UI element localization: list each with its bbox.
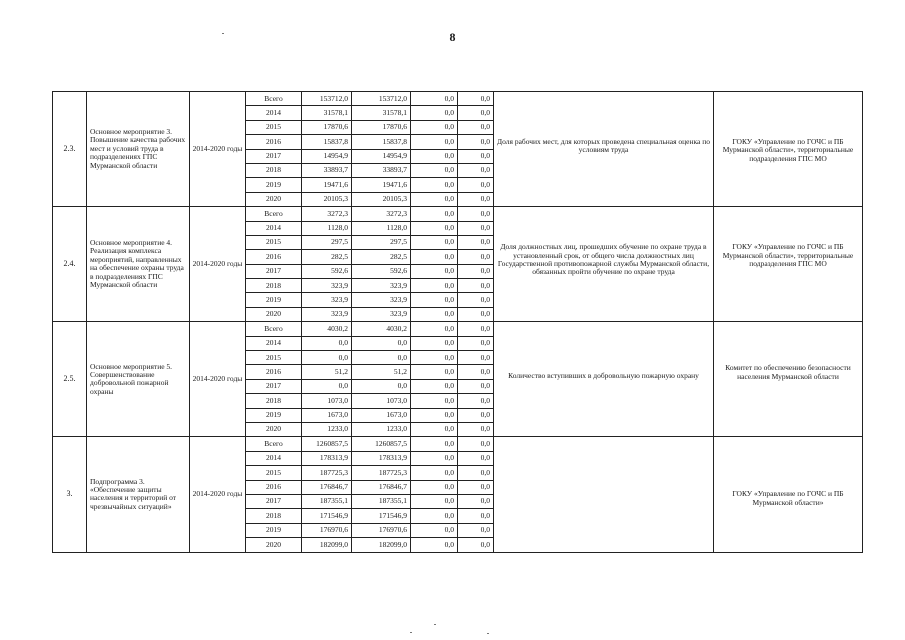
- amount-federal-cell: 0,0: [411, 322, 458, 336]
- year-cell: 2020: [246, 538, 302, 552]
- amount-other-cell: 0,0: [458, 322, 494, 336]
- amount-regional-cell: 31578,1: [352, 106, 411, 120]
- year-cell: 2020: [246, 192, 302, 206]
- amount-total-cell: 178313,9: [302, 451, 352, 465]
- year-cell: 2017: [246, 264, 302, 278]
- amount-regional-cell: 14954,9: [352, 149, 411, 163]
- amount-federal-cell: 0,0: [411, 523, 458, 537]
- section-executor: ГОКУ «Управление по ГОЧС и ПБ Мурманской области»: [714, 437, 863, 552]
- year-cell: 2019: [246, 523, 302, 537]
- amount-other-cell: 0,0: [458, 523, 494, 537]
- amount-other-cell: 0,0: [458, 106, 494, 120]
- amount-other-cell: 0,0: [458, 394, 494, 408]
- year-cell: 2017: [246, 494, 302, 508]
- section-code: 2.3.: [53, 92, 87, 207]
- amount-federal-cell: 0,0: [411, 293, 458, 307]
- amount-regional-cell: 592,6: [352, 264, 411, 278]
- table-row: [53, 92, 863, 106]
- amount-other-cell: 0,0: [458, 336, 494, 350]
- amount-other-cell: 0,0: [458, 408, 494, 422]
- amount-other-cell: 0,0: [458, 451, 494, 465]
- amount-total-cell: 176970,6: [302, 523, 352, 537]
- amount-total-cell: 4030,2: [302, 322, 352, 336]
- amount-other-cell: 0,0: [458, 264, 494, 278]
- scan-artifact: [222, 33, 224, 34]
- table-row: [53, 322, 863, 336]
- page-number: 8: [449, 30, 456, 44]
- amount-regional-cell: 3272,3: [352, 207, 411, 221]
- amount-federal-cell: 0,0: [411, 538, 458, 552]
- section-code: 3.: [53, 437, 87, 552]
- year-cell: 2019: [246, 408, 302, 422]
- amount-total-cell: 33893,7: [302, 163, 352, 177]
- table-body: [53, 92, 863, 553]
- amount-federal-cell: 0,0: [411, 307, 458, 321]
- section-indicator: Количество вступивших в добровольную пожарную охрану: [494, 322, 714, 437]
- amount-total-cell: 323,9: [302, 293, 352, 307]
- amount-total-cell: 187355,1: [302, 494, 352, 508]
- amount-other-cell: 0,0: [458, 379, 494, 393]
- amount-federal-cell: 0,0: [411, 221, 458, 235]
- amount-regional-cell: 51,2: [352, 365, 411, 379]
- amount-regional-cell: 187725,3: [352, 466, 411, 480]
- section-executor: ГОКУ «Управление по ГОЧС и ПБ Мурманской области», территориальные подразделения ГПС МО: [714, 92, 863, 207]
- amount-other-cell: 0,0: [458, 437, 494, 451]
- year-cell: 2018: [246, 394, 302, 408]
- amount-federal-cell: 0,0: [411, 422, 458, 436]
- scan-artifact: [434, 624, 436, 625]
- year-cell: 2020: [246, 307, 302, 321]
- amount-regional-cell: 1128,0: [352, 221, 411, 235]
- section-indicator: [494, 437, 714, 552]
- section-executor: ГОКУ «Управление по ГОЧС и ПБ Мурманской области», территориальные подразделения ГПС МО: [714, 207, 863, 322]
- amount-regional-cell: 323,9: [352, 293, 411, 307]
- amount-federal-cell: 0,0: [411, 365, 458, 379]
- section-period: 2014-2020 годы: [190, 437, 246, 552]
- amount-federal-cell: 0,0: [411, 135, 458, 149]
- amount-regional-cell: 15837,8: [352, 135, 411, 149]
- amount-regional-cell: 171546,9: [352, 509, 411, 523]
- section-period: 2014-2020 годы: [190, 322, 246, 437]
- amount-total-cell: 20105,3: [302, 192, 352, 206]
- year-cell: 2018: [246, 163, 302, 177]
- amount-other-cell: 0,0: [458, 509, 494, 523]
- amount-total-cell: 0,0: [302, 351, 352, 365]
- year-cell: Всего: [246, 92, 302, 106]
- amount-regional-cell: 282,5: [352, 250, 411, 264]
- amount-total-cell: 282,5: [302, 250, 352, 264]
- section-name: Основное мероприятие 4. Реализация комплекса мероприятий, направленных на обеспечение охраны труда в подразделениях ГПС Мурманской области: [87, 207, 190, 322]
- amount-federal-cell: 0,0: [411, 451, 458, 465]
- amount-federal-cell: 0,0: [411, 106, 458, 120]
- year-cell: 2016: [246, 480, 302, 494]
- amount-total-cell: 0,0: [302, 379, 352, 393]
- section-executor: Комитет по обеспечению безопасности населения Мурманской области: [714, 322, 863, 437]
- amount-total-cell: 323,9: [302, 279, 352, 293]
- amount-regional-cell: 323,9: [352, 307, 411, 321]
- year-cell: 2020: [246, 422, 302, 436]
- amount-total-cell: 19471,6: [302, 178, 352, 192]
- section-name: Основное мероприятие 5. Совершенствование добровольной пожарной охраны: [87, 322, 190, 437]
- scan-artifact: [410, 632, 412, 633]
- amount-other-cell: 0,0: [458, 120, 494, 134]
- amount-regional-cell: 176970,6: [352, 523, 411, 537]
- amount-other-cell: 0,0: [458, 207, 494, 221]
- section-indicator: Доля рабочих мест, для которых проведена специальная оценка по условиям труда: [494, 92, 714, 207]
- amount-regional-cell: 1073,0: [352, 394, 411, 408]
- amount-federal-cell: 0,0: [411, 379, 458, 393]
- amount-regional-cell: 297,5: [352, 235, 411, 249]
- year-cell: 2016: [246, 135, 302, 149]
- amount-federal-cell: 0,0: [411, 408, 458, 422]
- amount-federal-cell: 0,0: [411, 235, 458, 249]
- year-cell: Всего: [246, 207, 302, 221]
- amount-federal-cell: 0,0: [411, 149, 458, 163]
- amount-federal-cell: 0,0: [411, 394, 458, 408]
- amount-total-cell: 1233,0: [302, 422, 352, 436]
- amount-regional-cell: 178313,9: [352, 451, 411, 465]
- amount-regional-cell: 1233,0: [352, 422, 411, 436]
- section-period: 2014-2020 годы: [190, 92, 246, 207]
- amount-regional-cell: 0,0: [352, 379, 411, 393]
- amount-total-cell: 297,5: [302, 235, 352, 249]
- amount-federal-cell: 0,0: [411, 192, 458, 206]
- amount-other-cell: 0,0: [458, 466, 494, 480]
- amount-federal-cell: 0,0: [411, 494, 458, 508]
- amount-total-cell: 15837,8: [302, 135, 352, 149]
- amount-regional-cell: 0,0: [352, 336, 411, 350]
- amount-other-cell: 0,0: [458, 494, 494, 508]
- amount-federal-cell: 0,0: [411, 351, 458, 365]
- amount-regional-cell: 182099,0: [352, 538, 411, 552]
- amount-total-cell: 182099,0: [302, 538, 352, 552]
- year-cell: 2017: [246, 379, 302, 393]
- amount-other-cell: 0,0: [458, 307, 494, 321]
- amount-regional-cell: 323,9: [352, 279, 411, 293]
- amount-regional-cell: 176846,7: [352, 480, 411, 494]
- year-cell: Всего: [246, 437, 302, 451]
- amount-other-cell: 0,0: [458, 538, 494, 552]
- amount-total-cell: 14954,9: [302, 149, 352, 163]
- year-cell: 2014: [246, 106, 302, 120]
- section-indicator: Доля должностных лиц, прошедших обучение по охране труда в установленный срок, от общего числа должностных лиц Государственной противопожарной службы Мурманской области, обязанных пройти обучение по охране труда: [494, 207, 714, 322]
- table-row: [53, 437, 863, 451]
- amount-other-cell: 0,0: [458, 178, 494, 192]
- section-code: 2.5.: [53, 322, 87, 437]
- amount-total-cell: 3272,3: [302, 207, 352, 221]
- amount-total-cell: 1260857,5: [302, 437, 352, 451]
- amount-regional-cell: 4030,2: [352, 322, 411, 336]
- year-cell: 2019: [246, 178, 302, 192]
- amount-total-cell: 592,6: [302, 264, 352, 278]
- year-cell: 2014: [246, 336, 302, 350]
- section-name: Основное мероприятие 3. Повышение качества рабочих мест и условий труда в подразделениях ГПС Мурманской области: [87, 92, 190, 207]
- amount-federal-cell: 0,0: [411, 480, 458, 494]
- amount-federal-cell: 0,0: [411, 264, 458, 278]
- amount-regional-cell: 17870,6: [352, 120, 411, 134]
- year-cell: 2019: [246, 293, 302, 307]
- amount-regional-cell: 1260857,5: [352, 437, 411, 451]
- amount-regional-cell: 0,0: [352, 351, 411, 365]
- amount-other-cell: 0,0: [458, 279, 494, 293]
- amount-federal-cell: 0,0: [411, 336, 458, 350]
- year-cell: 2015: [246, 466, 302, 480]
- amount-total-cell: 31578,1: [302, 106, 352, 120]
- amount-total-cell: 187725,3: [302, 466, 352, 480]
- amount-other-cell: 0,0: [458, 422, 494, 436]
- amount-total-cell: 176846,7: [302, 480, 352, 494]
- year-cell: 2018: [246, 279, 302, 293]
- amount-regional-cell: 153712,0: [352, 92, 411, 106]
- section-name: Подпрограмма 3. «Обеспечение защиты населения и территорий от чрезвычайных ситуаций»: [87, 437, 190, 552]
- amount-other-cell: 0,0: [458, 480, 494, 494]
- amount-other-cell: 0,0: [458, 250, 494, 264]
- amount-total-cell: 51,2: [302, 365, 352, 379]
- year-cell: 2016: [246, 365, 302, 379]
- year-cell: 2015: [246, 235, 302, 249]
- year-cell: 2016: [246, 250, 302, 264]
- amount-federal-cell: 0,0: [411, 207, 458, 221]
- year-cell: 2017: [246, 149, 302, 163]
- amount-federal-cell: 0,0: [411, 250, 458, 264]
- amount-total-cell: 153712,0: [302, 92, 352, 106]
- amount-regional-cell: 20105,3: [352, 192, 411, 206]
- amount-federal-cell: 0,0: [411, 509, 458, 523]
- year-cell: Всего: [246, 322, 302, 336]
- amount-federal-cell: 0,0: [411, 466, 458, 480]
- amount-federal-cell: 0,0: [411, 163, 458, 177]
- amount-federal-cell: 0,0: [411, 279, 458, 293]
- scan-artifact: [487, 633, 489, 634]
- amount-total-cell: 17870,6: [302, 120, 352, 134]
- amount-other-cell: 0,0: [458, 135, 494, 149]
- year-cell: 2018: [246, 509, 302, 523]
- section-period: 2014-2020 годы: [190, 207, 246, 322]
- amount-other-cell: 0,0: [458, 149, 494, 163]
- amount-total-cell: 0,0: [302, 336, 352, 350]
- amount-other-cell: 0,0: [458, 163, 494, 177]
- year-cell: 2014: [246, 451, 302, 465]
- amount-total-cell: 1673,0: [302, 408, 352, 422]
- year-cell: 2014: [246, 221, 302, 235]
- amount-other-cell: 0,0: [458, 92, 494, 106]
- amount-federal-cell: 0,0: [411, 178, 458, 192]
- year-cell: 2015: [246, 120, 302, 134]
- amount-other-cell: 0,0: [458, 221, 494, 235]
- amount-regional-cell: 1673,0: [352, 408, 411, 422]
- amount-other-cell: 0,0: [458, 351, 494, 365]
- amount-other-cell: 0,0: [458, 293, 494, 307]
- amount-regional-cell: 187355,1: [352, 494, 411, 508]
- table-row: [53, 207, 863, 221]
- amount-regional-cell: 33893,7: [352, 163, 411, 177]
- section-code: 2.4.: [53, 207, 87, 322]
- amount-other-cell: 0,0: [458, 192, 494, 206]
- amount-other-cell: 0,0: [458, 235, 494, 249]
- year-cell: 2015: [246, 351, 302, 365]
- amount-federal-cell: 0,0: [411, 92, 458, 106]
- amount-other-cell: 0,0: [458, 365, 494, 379]
- amount-federal-cell: 0,0: [411, 120, 458, 134]
- amount-federal-cell: 0,0: [411, 437, 458, 451]
- amount-regional-cell: 19471,6: [352, 178, 411, 192]
- amount-total-cell: 1128,0: [302, 221, 352, 235]
- amount-total-cell: 1073,0: [302, 394, 352, 408]
- amount-total-cell: 323,9: [302, 307, 352, 321]
- program-table: [52, 91, 863, 553]
- amount-total-cell: 171546,9: [302, 509, 352, 523]
